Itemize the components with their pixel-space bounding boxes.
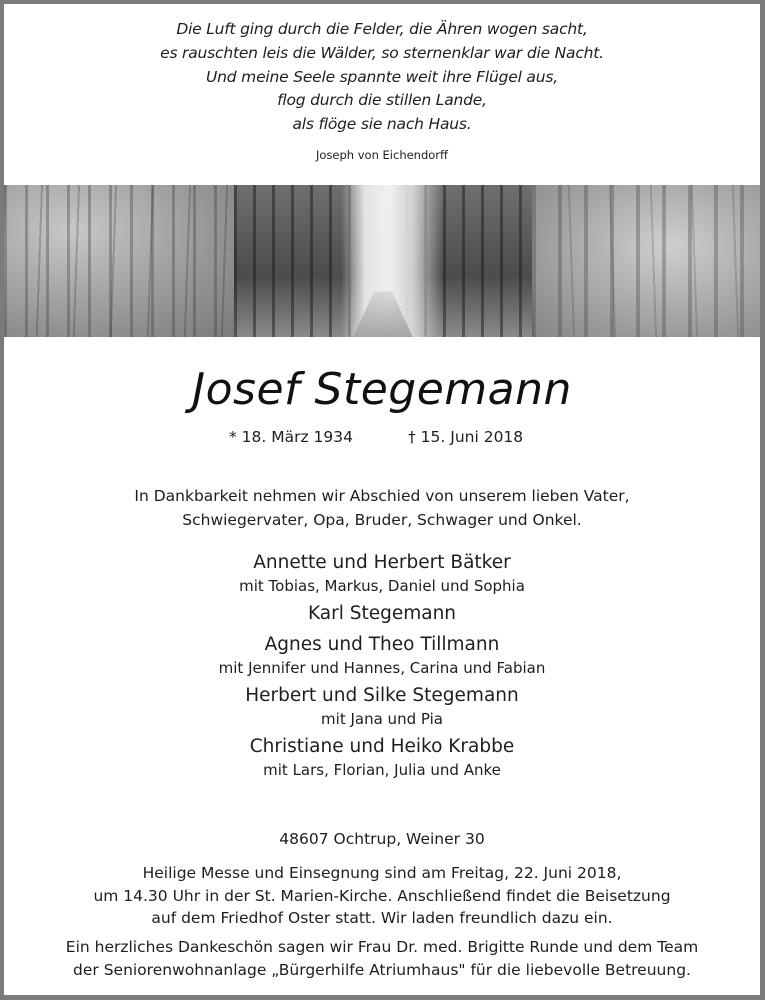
service-line: um 14.30 Uhr in der St. Marien-Kirche. Anschließend findet die Beisetzung: [93, 886, 671, 905]
death-date: † 15. Juni 2018: [408, 428, 524, 446]
mourner-name: Annette und Herbert Bätker: [253, 552, 511, 573]
service-line: Heilige Messe und Einsegnung sind am Freitag, 22. Juni 2018,: [142, 864, 622, 882]
mourner-group: [4, 550, 760, 596]
mourner-group: [4, 683, 760, 729]
mourner-name: Agnes und Theo Tillmann: [264, 634, 500, 655]
mourner-children: mit Lars, Florian, Julia und Anke: [263, 761, 501, 779]
mourner-name: Karl Stegemann: [307, 603, 457, 624]
forest-right-image: [532, 185, 760, 337]
foggy-forest-path-image: [234, 185, 532, 337]
poem-line: Die Luft ging durch die Felder, die Ähren wogen sacht,: [176, 20, 588, 38]
forest-banner-image: [4, 185, 760, 337]
mourner-group: [4, 601, 760, 627]
thanks-line: Ein herzliches Dankeschön sagen wir Frau Dr. med. Brigitte Runde und dem Team: [65, 938, 699, 956]
poem-line: flog durch die stillen Lande,: [277, 91, 487, 110]
obituary-card: [4, 4, 760, 995]
thanks-line: der Seniorenwohnanlage „Bürgerhilfe Atriumhaus" für die liebevolle Betreuung.: [73, 961, 691, 979]
mourner-children: mit Jana und Pia: [321, 710, 443, 728]
forest-left-image: [4, 185, 234, 337]
poem-line: als flöge sie nach Haus.: [292, 115, 472, 134]
deceased-name: Josef Stegemann: [192, 364, 572, 415]
mourner-group: [4, 734, 760, 780]
farewell-line: In Dankbarkeit nehmen wir Abschied von unserem lieben Vater,: [134, 487, 630, 505]
service-line: auf dem Friedhof Oster statt. Wir laden freundlich dazu ein.: [151, 909, 613, 927]
poem-author: Joseph von Eichendorff: [316, 148, 448, 162]
mourner-children: mit Tobias, Markus, Daniel und Sophia: [239, 577, 525, 595]
mourner-name: Christiane und Heiko Krabbe: [249, 736, 515, 757]
poem-line: Und meine Seele spannte weit ihre Flügel aus,: [206, 67, 558, 86]
mourners-list: [4, 550, 760, 785]
poem: [4, 18, 760, 137]
mourner-group: [4, 632, 760, 678]
poem-line: es rauschten leis die Wälder, so sternenklar war die Nacht.: [160, 43, 604, 62]
mourner-name: Herbert und Silke Stegemann: [245, 685, 519, 706]
funeral-service-info: [4, 862, 760, 930]
family-address: 48607 Ochtrup, Weiner 30: [279, 830, 485, 848]
acknowledgement-text: [4, 936, 760, 982]
mourner-children: mit Jennifer und Hannes, Carina und Fabian: [218, 659, 546, 677]
birth-date: * 18. März 1934: [229, 428, 354, 446]
farewell-line: Schwiegervater, Opa, Bruder, Schwager und Onkel.: [182, 511, 582, 529]
farewell-text: [4, 484, 760, 532]
